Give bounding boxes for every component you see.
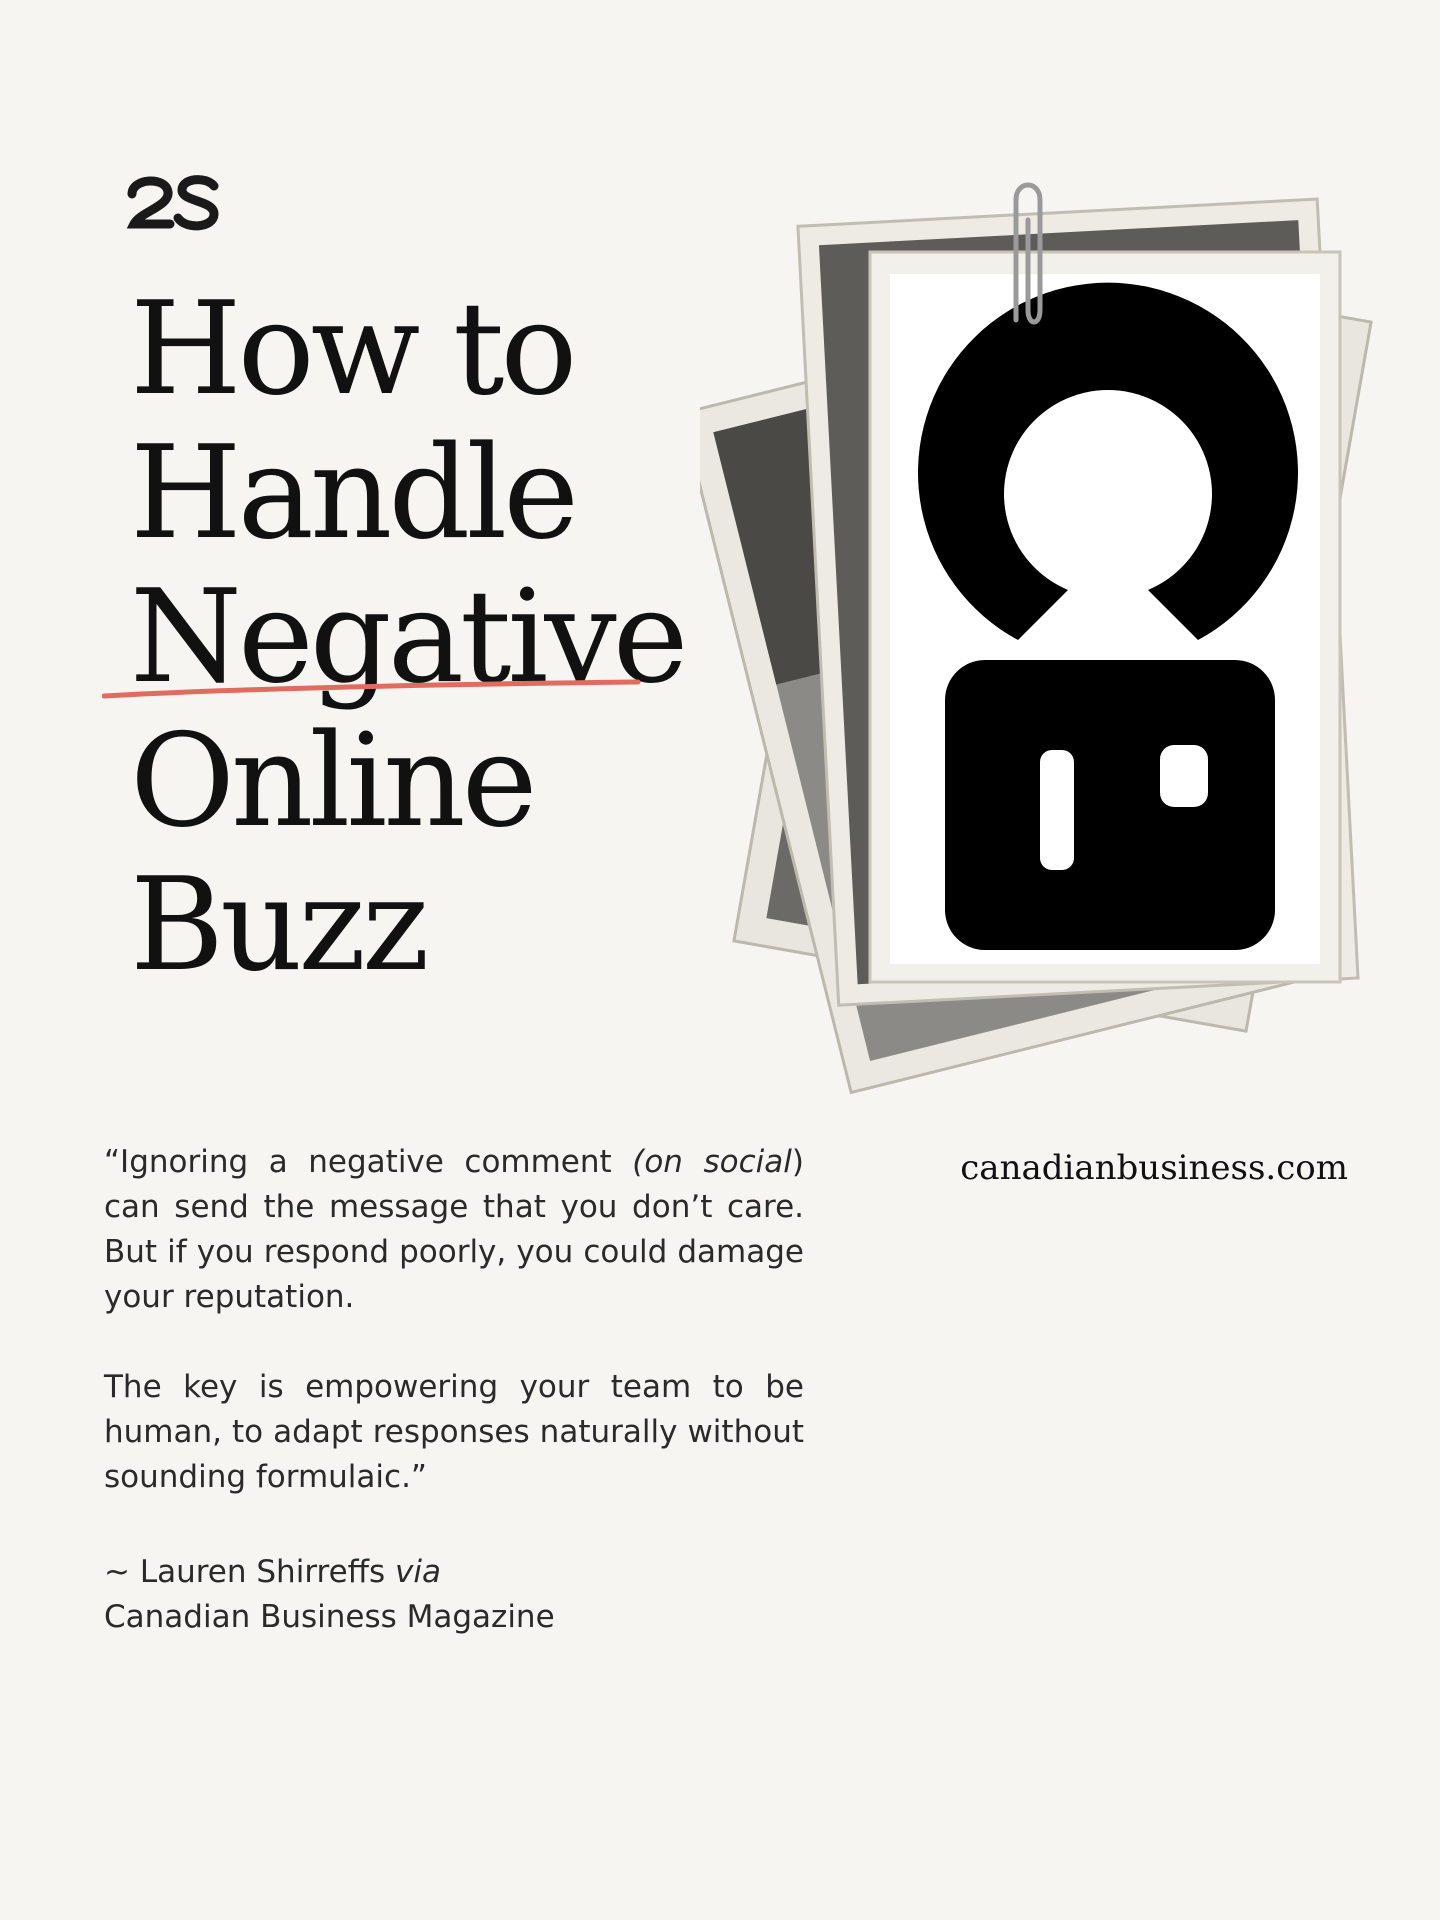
headline-line-5: Buzz <box>130 851 426 1000</box>
quote-paragraph-2: The key is empowering your team to be human, to adapt responses naturally without sounding formulaic.” <box>104 1369 804 1495</box>
website-link[interactable]: canadianbusiness.com <box>960 1148 1348 1188</box>
headline-line-4: Online <box>130 707 534 856</box>
attribution-source: Canadian Business Magazine <box>104 1599 555 1635</box>
headline-line-1: How to <box>130 275 574 424</box>
quote-paragraph-1: “Ignoring a negative comment (on social) can send the message that you don’t care. But if you respond poorly, you could damage your reputation. <box>104 1144 805 1315</box>
attribution-author: ~ Lauren Shirreffs <box>104 1554 396 1590</box>
headline-line-2: Handle <box>130 419 575 568</box>
attribution <box>104 1550 555 1640</box>
quote-block <box>104 1140 804 1545</box>
headline <box>130 275 685 1000</box>
photo-stack-image <box>700 170 1440 1100</box>
attribution-via: via <box>395 1554 441 1590</box>
brand-logo <box>126 172 222 232</box>
headline-underline <box>102 672 642 712</box>
headline-line-3: Negative <box>130 563 685 712</box>
